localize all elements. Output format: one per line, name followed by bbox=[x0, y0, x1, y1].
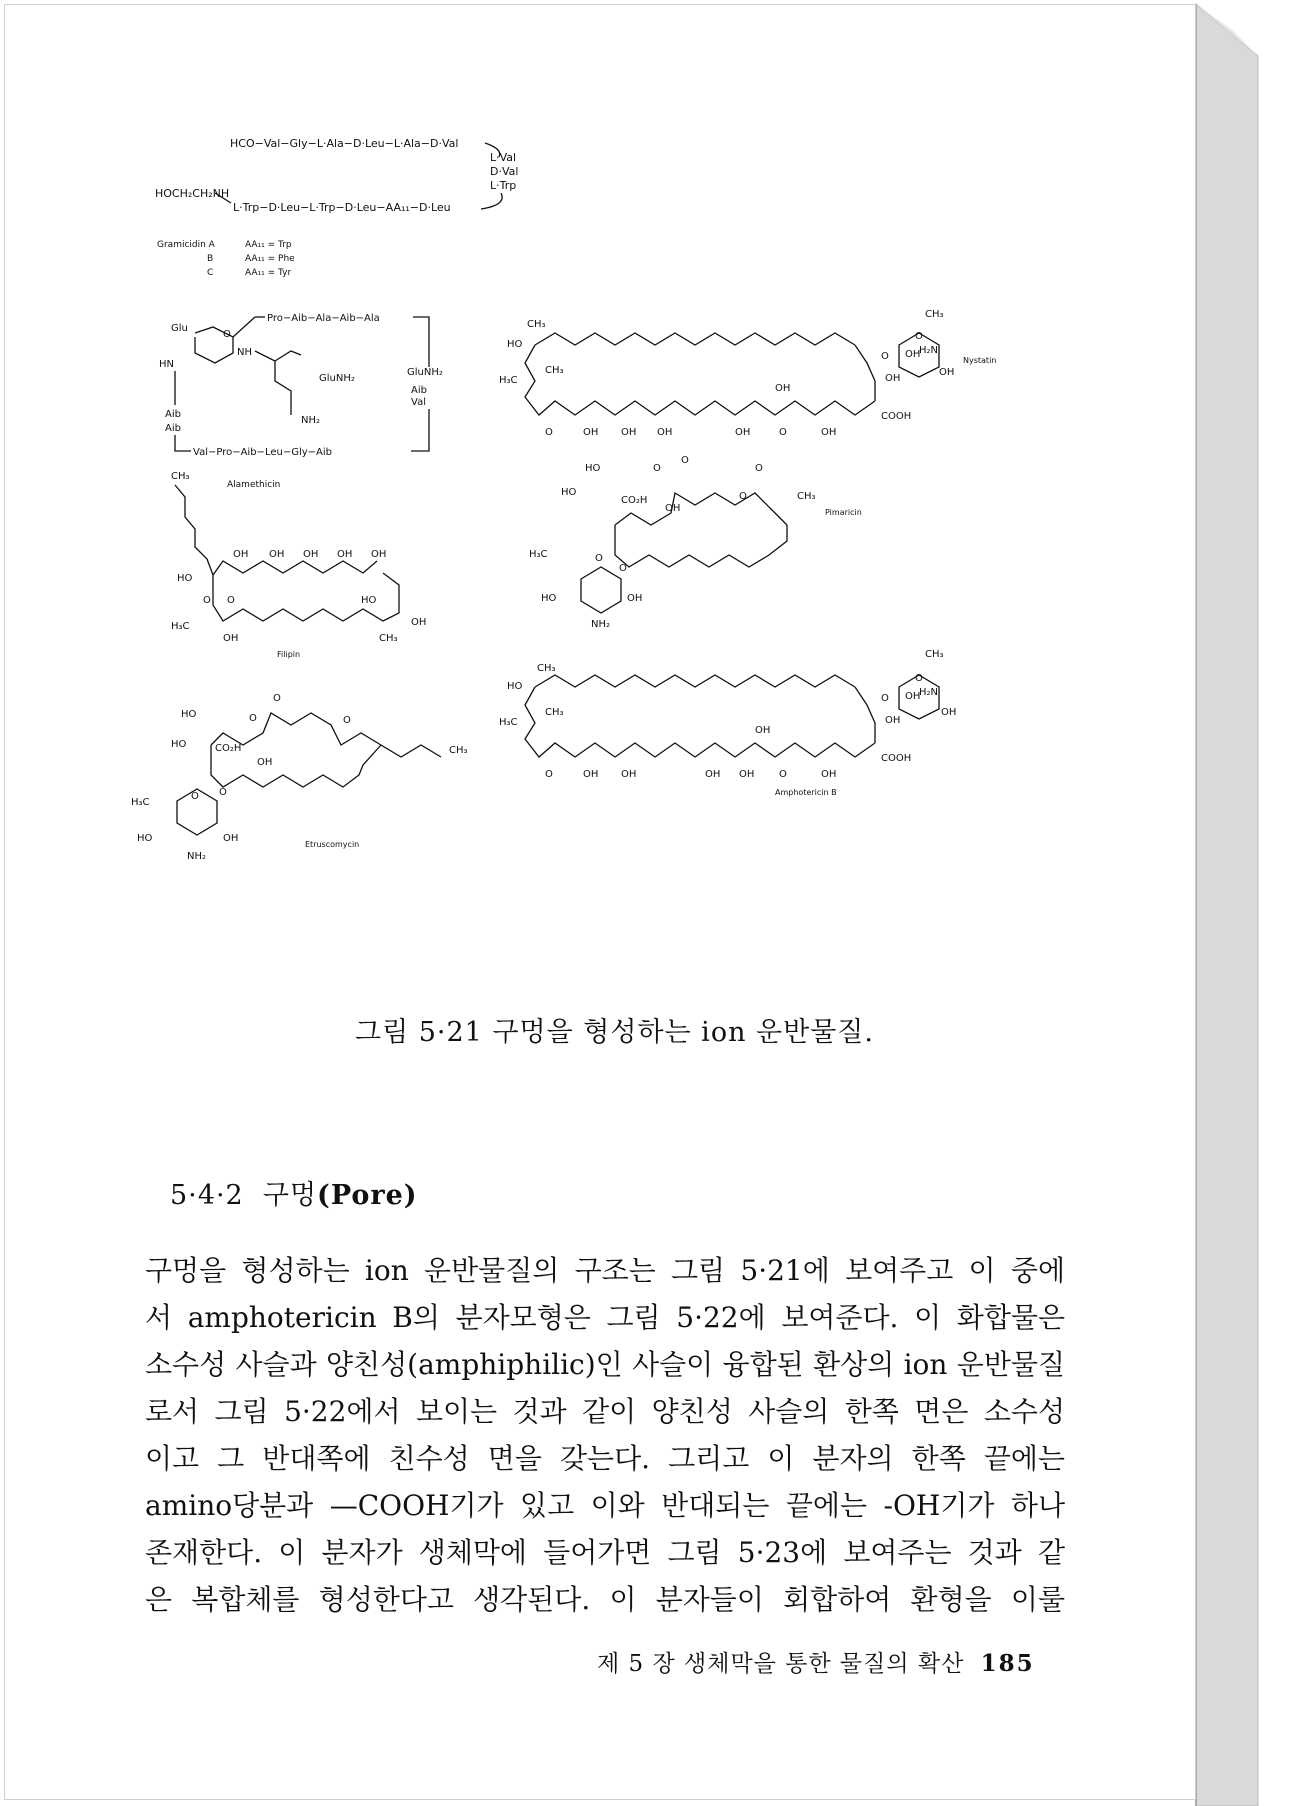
alamethicin-nh: NH bbox=[237, 347, 252, 358]
amphotericin-label: OH bbox=[583, 769, 599, 780]
body-line: 이고 그 반대쪽에 친수성 면을 갖는다. 그리고 이 분자의 한쪽 끝에는 bbox=[145, 1442, 1065, 1475]
nystatin-label: OH bbox=[885, 373, 901, 384]
filipin-label: OH bbox=[223, 633, 239, 644]
alamethicin-hn: HN bbox=[159, 359, 174, 370]
amphotericin-label: OH bbox=[885, 715, 901, 726]
amphotericin-label: O bbox=[779, 769, 787, 780]
filipin-label: HO bbox=[361, 595, 377, 606]
gramicidin-c-aa: AA₁₁ = Tyr bbox=[245, 268, 292, 278]
alamethicin-top-chain: Pro−Aib−Ala−Aib−Ala bbox=[267, 313, 380, 324]
figure-5-21 bbox=[115, 105, 1095, 985]
etruscomycin-label: O bbox=[191, 791, 199, 802]
body-line: 서 amphotericin B의 분자모형은 그림 5·22에 보여준다. 이 화합물은 bbox=[145, 1301, 1065, 1334]
nystatin-label: OH bbox=[657, 427, 673, 438]
etruscomycin-label: CH₃ bbox=[449, 745, 468, 756]
nystatin-label: OH bbox=[775, 383, 791, 394]
body-line: 존재한다. 이 분자가 생체막에 들어가면 그림 5·23에 보여주는 것과 같 bbox=[145, 1536, 1065, 1569]
nystatin-label: COOH bbox=[881, 411, 912, 422]
nystatin-name: Nystatin bbox=[963, 356, 997, 365]
gramicidin-line1: HCO−Val−Gly−L·Ala−D·Leu−L·Ala−D·Val bbox=[230, 137, 459, 150]
nystatin-label: OH bbox=[621, 427, 637, 438]
alamethicin-val: Val bbox=[411, 397, 426, 408]
filipin-structure bbox=[171, 471, 426, 659]
nystatin-label: CH₃ bbox=[925, 309, 944, 320]
pimaricin-label: CH₃ bbox=[797, 491, 816, 502]
alamethicin-aib3: Aib bbox=[411, 385, 427, 396]
etruscomycin-label: O bbox=[249, 713, 257, 724]
body-line: 구멍을 형성하는 ion 운반물질의 구조는 그림 5·21에 보여주고 이 중에 bbox=[145, 1254, 1065, 1287]
amphotericin-label: COOH bbox=[881, 753, 912, 764]
gramicidin-line3: L·Trp−D·Leu−L·Trp−D·Leu−AA₁₁−D·Leu bbox=[233, 201, 451, 214]
amphotericin-label: H₃C bbox=[499, 717, 518, 728]
etruscomycin-label: OH bbox=[223, 833, 239, 844]
nystatin-label: CH₃ bbox=[527, 319, 546, 330]
pimaricin-label: NH₂ bbox=[591, 619, 611, 630]
alamethicin-gln2: GluNH₂ bbox=[407, 367, 443, 378]
gramicidin-a-aa: AA₁₁ = Trp bbox=[245, 240, 292, 250]
amphotericin-b-structure bbox=[499, 649, 956, 797]
amphotericin-label: CH₃ bbox=[537, 663, 556, 674]
alamethicin-gln1: GluNH₂ bbox=[319, 373, 355, 384]
amphotericin-label: O bbox=[881, 693, 889, 704]
etruscomycin-label: O bbox=[273, 693, 281, 704]
nystatin-label: O bbox=[881, 351, 889, 362]
etruscomycin-label: HO bbox=[137, 833, 153, 844]
pimaricin-label: HO bbox=[561, 487, 577, 498]
body-line: amino당분과 —COOH기가 있고 이와 반대되는 끝에는 -OH기가 하나 bbox=[145, 1489, 1065, 1522]
amphotericin-label: OH bbox=[821, 769, 837, 780]
gramicidin-structure bbox=[155, 137, 518, 278]
filipin-label: OH bbox=[269, 549, 285, 560]
gramicidin-r1: L·Val bbox=[490, 151, 517, 164]
pimaricin-label: O bbox=[619, 563, 627, 574]
filipin-label: CH₃ bbox=[379, 633, 398, 644]
filipin-label: HO bbox=[177, 573, 193, 584]
amphotericin-label: OH bbox=[755, 725, 771, 736]
page-number: 185 bbox=[980, 1650, 1035, 1677]
figure-caption: 그림 5·21 구멍을 형성하는 ion 운반물질. bbox=[355, 1017, 874, 1048]
body-line: 소수성 사슬과 양친성(amphiphilic)인 사슬이 융합된 환상의 ion 운반물질 bbox=[145, 1348, 1065, 1381]
section-title-ko: 구멍 bbox=[262, 1180, 318, 1211]
alamethicin-structure bbox=[159, 313, 443, 490]
gramicidin-r3: L·Trp bbox=[490, 179, 517, 192]
pimaricin-label: CO₂H bbox=[621, 495, 648, 506]
section-title-en: (Pore) bbox=[317, 1180, 418, 1211]
nystatin-label: OH bbox=[821, 427, 837, 438]
nystatin-label: OH bbox=[939, 367, 955, 378]
nystatin-label: CH₃ bbox=[545, 365, 564, 376]
body-paragraph bbox=[145, 1247, 1065, 1623]
filipin-label: O bbox=[227, 595, 235, 606]
alamethicin-glu: Glu bbox=[171, 323, 188, 334]
running-footer bbox=[597, 1645, 1037, 1678]
pimaricin-label: O bbox=[595, 553, 603, 564]
gramicidin-ethanolamine: HOCH₂CH₂NH bbox=[155, 187, 230, 200]
alamethicin-o: O bbox=[223, 329, 231, 340]
amphotericin-label: OH bbox=[941, 707, 957, 718]
nystatin-label: O bbox=[545, 427, 553, 438]
chapter-title: 제 5 장 생체막을 통한 물질의 확산 bbox=[597, 1651, 965, 1677]
pimaricin-name: Pimaricin bbox=[825, 508, 862, 517]
alamethicin-bottom-chain: Val−Pro−Aib−Leu−Gly−Aib bbox=[193, 447, 332, 458]
section-number: 5·4·2 bbox=[170, 1180, 244, 1211]
filipin-label: O bbox=[203, 595, 211, 606]
pimaricin-label: H₃C bbox=[529, 549, 548, 560]
pimaricin-structure bbox=[529, 455, 862, 630]
amphotericin-label: CH₃ bbox=[925, 649, 944, 660]
filipin-label: OH bbox=[337, 549, 353, 560]
alamethicin-aib1: Aib bbox=[165, 409, 181, 420]
pimaricin-label: HO bbox=[585, 463, 601, 474]
gramicidin-b-name: B bbox=[207, 254, 214, 264]
alamethicin-nh2: NH₂ bbox=[301, 415, 321, 426]
pimaricin-label: O bbox=[739, 491, 747, 502]
pimaricin-label: OH bbox=[627, 593, 643, 604]
alamethicin-aib2: Aib bbox=[165, 423, 181, 434]
amphotericin-label: OH bbox=[621, 769, 637, 780]
nystatin-label: H₂N bbox=[919, 345, 939, 356]
alamethicin-name: Alamethicin bbox=[227, 480, 281, 490]
nystatin-label: O bbox=[915, 331, 923, 342]
section-heading bbox=[170, 1173, 418, 1212]
nystatin-label: HO bbox=[507, 339, 523, 350]
etruscomycin-label: H₃C bbox=[131, 797, 150, 808]
filipin-label: OH bbox=[411, 617, 427, 628]
filipin-label: OH bbox=[233, 549, 249, 560]
etruscomycin-name: Etruscomycin bbox=[305, 840, 360, 849]
nystatin-structure bbox=[499, 309, 996, 438]
amphotericin-label: HO bbox=[507, 681, 523, 692]
etruscomycin-label: HO bbox=[171, 739, 187, 750]
filipin-label: OH bbox=[303, 549, 319, 560]
nystatin-label: O bbox=[779, 427, 787, 438]
filipin-label: OH bbox=[371, 549, 387, 560]
etruscomycin-label: OH bbox=[257, 757, 273, 768]
amphotericin-name: Amphotericin B bbox=[775, 788, 837, 797]
book-page bbox=[4, 4, 1196, 1800]
filipin-label: H₃C bbox=[171, 621, 190, 632]
body-line: 로서 그림 5·22에서 보이는 것과 같이 양친성 사슬의 한쪽 면은 소수성 bbox=[145, 1395, 1065, 1428]
filipin-label: CH₃ bbox=[171, 471, 190, 482]
pimaricin-label: O bbox=[653, 463, 661, 474]
etruscomycin-label: O bbox=[343, 715, 351, 726]
gramicidin-r2: D·Val bbox=[490, 165, 519, 178]
pimaricin-label: O bbox=[681, 455, 689, 466]
etruscomycin-label: O bbox=[219, 787, 227, 798]
etruscomycin-label: NH₂ bbox=[187, 851, 207, 862]
body-line: 은 복합체를 형성한다고 생각된다. 이 분자들이 회합하여 환형을 이룰 bbox=[145, 1583, 1065, 1616]
amphotericin-label: H₂N bbox=[919, 687, 939, 698]
etruscomycin-structure bbox=[131, 693, 468, 862]
amphotericin-label: OH bbox=[905, 691, 921, 702]
etruscomycin-label: CO₂H bbox=[215, 743, 242, 754]
etruscomycin-label: HO bbox=[181, 709, 197, 720]
amphotericin-label: OH bbox=[705, 769, 721, 780]
gramicidin-a-name: Gramicidin A bbox=[157, 240, 215, 250]
gramicidin-c-name: C bbox=[207, 268, 214, 278]
nystatin-label: OH bbox=[905, 349, 921, 360]
gramicidin-b-aa: AA₁₁ = Phe bbox=[245, 254, 295, 264]
amphotericin-label: OH bbox=[739, 769, 755, 780]
nystatin-label: OH bbox=[583, 427, 599, 438]
pimaricin-label: OH bbox=[665, 503, 681, 514]
nystatin-label: OH bbox=[735, 427, 751, 438]
nystatin-label: H₃C bbox=[499, 375, 518, 386]
filipin-name: Filipin bbox=[277, 650, 301, 659]
amphotericin-label: O bbox=[915, 673, 923, 684]
amphotericin-label: CH₃ bbox=[545, 707, 564, 718]
pimaricin-label: O bbox=[755, 463, 763, 474]
amphotericin-label: O bbox=[545, 769, 553, 780]
pimaricin-label: HO bbox=[541, 593, 557, 604]
